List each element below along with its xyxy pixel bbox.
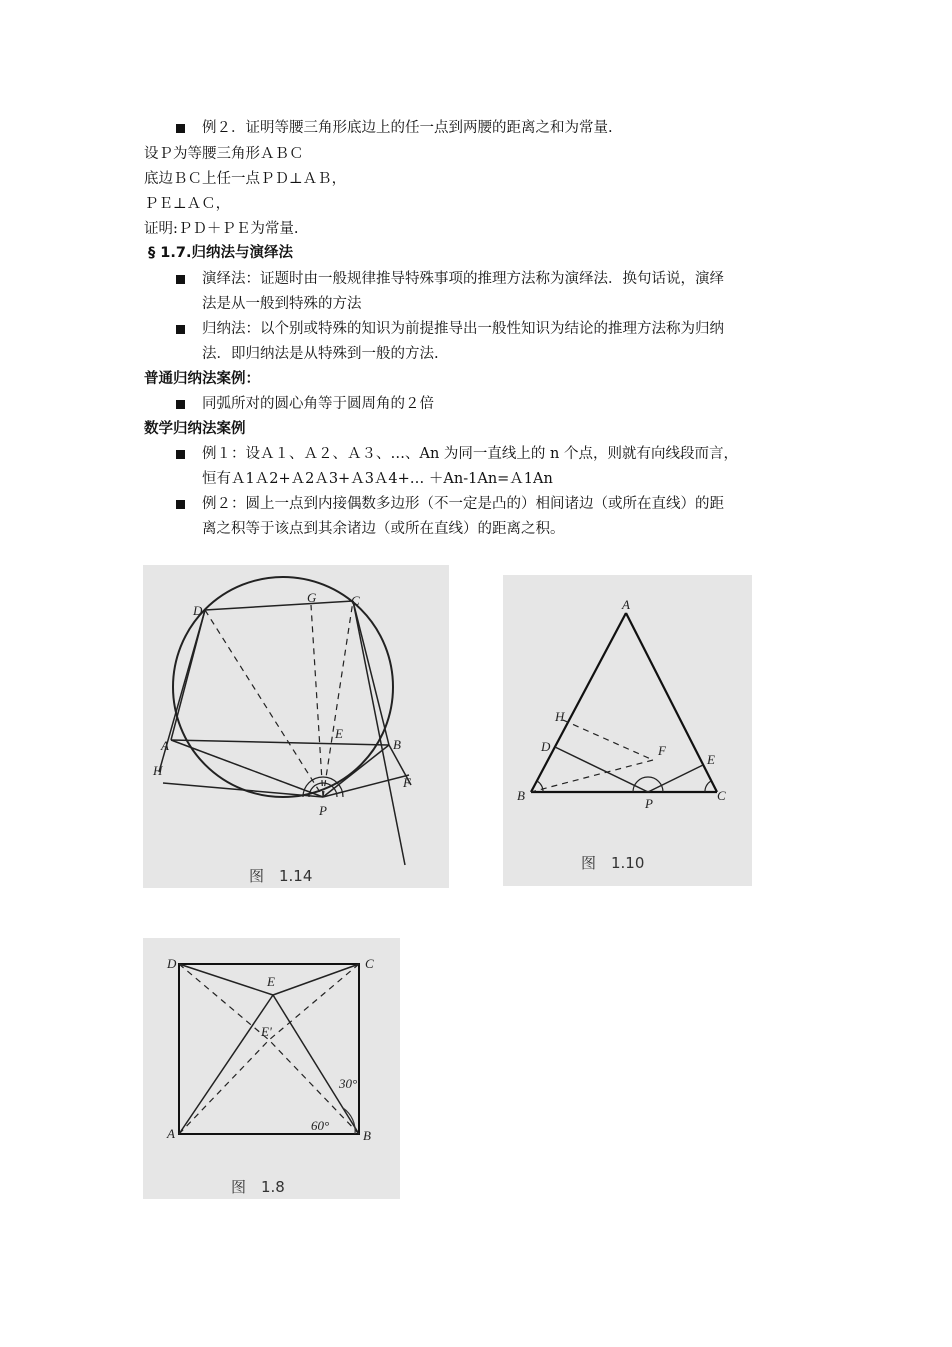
bullet-icon [176, 400, 185, 409]
label-B: B [363, 1128, 371, 1143]
label-E-prime: E' [261, 1024, 272, 1039]
deduction-text-2: 法是从一般到特殊的方法 [202, 296, 362, 312]
ordinary-induction-heading: 普通归纳法案例： [144, 371, 260, 387]
figure-caption: 图 1.14 [249, 867, 313, 885]
label-E: E [267, 974, 275, 989]
label-F: F [658, 743, 666, 758]
label-A: A [161, 738, 169, 753]
label-D: D [193, 603, 203, 618]
math-induction-heading: 数学归纳法案例 [144, 421, 246, 437]
label-H: H [555, 709, 565, 724]
proof-line-4: 证明:ＰＤ＋ＰＥ为常量. [144, 221, 299, 237]
label-E: E [335, 726, 343, 741]
label-G: G [307, 590, 317, 605]
proof-line-3: ＰＥ⊥ＡＣ， [144, 196, 231, 212]
label-B: B [517, 788, 525, 803]
bullet-icon [176, 500, 185, 509]
ordinary-induction-item: 同弧所对的圆心角等于圆周角的２倍 [202, 396, 434, 412]
bullet-icon [176, 450, 185, 459]
figure-caption: 图 1.10 [581, 854, 645, 872]
math-example1-line1: 例１：设Ａ１、Ａ２、Ａ３、…、An 为同一直线上的 n 个点，则就有向线段而言， [202, 446, 738, 462]
label-C: C [365, 956, 374, 971]
bullet-icon [176, 124, 185, 133]
label-A: A [622, 597, 630, 612]
math-example1-line2: 恒有Ａ1Ａ2+Ａ2Ａ3+Ａ3Ａ4+… ＋An-1An=Ａ1An [202, 471, 553, 487]
label-D: D [167, 956, 177, 971]
label-D: D [541, 739, 551, 754]
proof-line-1: 设Ｐ为等腰三角形ＡＢＣ [144, 146, 304, 162]
figure-caption: 图 1.8 [231, 1178, 285, 1196]
label-F: F [403, 775, 411, 790]
label-P: P [319, 803, 327, 818]
math-example2-line2: 离之积等于该点到其余诸边（或所在直线）的距离之积。 [202, 521, 565, 537]
label-B: B [393, 737, 401, 752]
bullet-icon [176, 275, 185, 284]
example2-statement: 例２．证明等腰三角形底边上的任一点到两腰的距离之和为常量. [202, 120, 613, 136]
figure-1-8 [143, 938, 400, 1199]
figure-1-14 [143, 565, 449, 888]
deduction-text-1: 演绎法：证题时由一般规律推导特殊事项的推理方法称为演绎法．换句话说，演绎 [202, 271, 724, 287]
section-heading: § 1.7.归纳法与演绎法 [148, 245, 293, 261]
label-A: A [167, 1126, 175, 1141]
induction-text-1: 归纳法：以个别或特殊的知识为前提推导出一般性知识为结论的推理方法称为归纳 [202, 321, 724, 337]
proof-line-2: 底边ＢＣ上任一点ＰＤ⊥ＡＢ， [144, 171, 347, 187]
label-E: E [707, 752, 715, 767]
label-P: P [645, 796, 653, 811]
bullet-icon [176, 325, 185, 334]
label-C: C [717, 788, 726, 803]
label-H: H [153, 763, 163, 778]
induction-text-2: 法．即归纳法是从特殊到一般的方法. [202, 346, 439, 362]
figure-1-10 [503, 575, 752, 886]
math-example2-line1: 例２：圆上一点到内接偶数多边形（不一定是凸的）相间诸边（或所在直线）的距 [202, 496, 724, 512]
label-angle-30: 30° [339, 1076, 358, 1091]
label-angle-60: 60° [311, 1118, 330, 1133]
label-C: C [351, 593, 360, 608]
